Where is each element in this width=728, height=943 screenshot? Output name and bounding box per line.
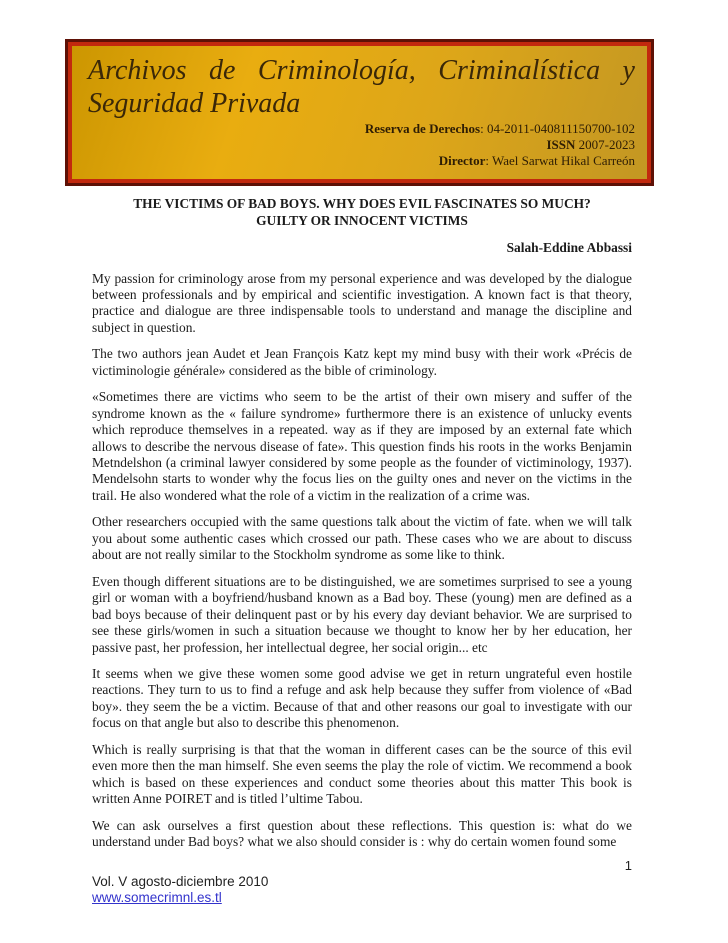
director-label: Director <box>438 153 486 168</box>
journal-title-line2: Seguridad Privada <box>88 88 301 119</box>
body-paragraph-1: My passion for criminology arose from my personal experience and was developed by the dialogue between professionals and by empirical and scientific investigation. A known fact is that theory, practice and dialogue are three indispensable tools to understand and manage the discipline and subject in question. <box>92 270 632 335</box>
body-paragraph-2: The two authors jean Audet et Jean François Katz kept my mind busy with their work «Précis de victiminologie générale» considered as the bible of criminology. <box>92 346 632 378</box>
article-content <box>92 196 632 906</box>
article-author: Salah-Eddine Abbassi <box>506 240 632 255</box>
footer-link[interactable]: www.somecrimnl.es.tl <box>92 889 222 905</box>
body-paragraph-7: Which is really surprising is that that the woman in different cases can be the source of this evil even more then the man himself. She even seems the play the role of victim. We recommend a book which is based on these experiences and conduct some theories about this matter This book is written Anne POIRET and is titled l’ultime Tabou. <box>92 741 632 807</box>
journal-title <box>88 54 635 120</box>
footer-volume: Vol. V agosto-diciembre 2010 <box>92 873 269 889</box>
page-number: 1 <box>624 857 632 873</box>
body-paragraph-5: Even though different situations are to be distinguished, we are sometimes surprised to see a young girl or woman with a boyfriend/husband known as a Bad boy. These (young) men are defined as a bad boys because of their delinquent past or by his every day deviant behavior. We are surprised to see these girls/women in such a situation because we thought to know her by her education, her passive past, her profession, her intellectual degree, her social origin... etc <box>92 573 632 655</box>
page-footer <box>92 874 632 906</box>
body-paragraph-8: We can ask ourselves a first question about these reflections. This question is: what do we understand under Bad boys? what we also should consider is : why do certain women found some <box>92 817 632 850</box>
rights-value: : 04-2011-040811150700-102 <box>480 121 635 136</box>
journal-title-line1: Archivos de Criminología, Criminalística y <box>88 55 635 86</box>
rights-line <box>88 121 635 137</box>
director-value: : Wael Sarwat Hikal Carreón <box>485 153 635 168</box>
issn-line <box>88 137 635 153</box>
journal-banner <box>68 42 651 183</box>
article-title: THE VICTIMS OF BAD BOYS. WHY DOES EVIL FASCINATES SO MUCH? GUILTY OR INNOCENT VICTIMS <box>133 196 591 228</box>
body-paragraph-6: It seems when we give these women some good advise we get in return ungrateful even hostile reactions. They turn to us to find a refuge and ask help because they suffer from violence of «Bad boy». they seem the be a victim. Because of that and other reasons our goal to investigate with our focus on that angle but also to describe this phenomenon. <box>92 666 632 731</box>
body-paragraph-3: «Sometimes there are victims who seem to be the artist of their own misery and suffer of the syndrome known as the « failure syndrome» furthermore there is an existence of unlucky events which reproduce themselves in a repeated. way as if they are imposed by an external fate which allows to describe the nervous disease of fate». This question finds his roots in the works Benjamin Metndelshon (a criminal lawyer considered by some people as the founder of victiminology, 1937). Mendelsohn starts to wonder why the focus lies on the guilty ones and never on the victims in the trail. He also wondered what the role of a victim in the realization of a crime was. <box>92 389 632 503</box>
body-paragraph-4: Other researchers occupied with the same questions talk about the victim of fate. when we will talk you about some authentic cases which crossed our path. These cases who we are about to discuss about are not really similar to the Stockholm syndrome as some like to think. <box>92 514 632 563</box>
issn-value: 2007-2023 <box>575 137 635 152</box>
banner-meta <box>88 121 635 171</box>
issn-label: ISSN <box>546 137 576 152</box>
rights-label: Reserva de Derechos <box>364 121 481 136</box>
director-line <box>88 153 635 169</box>
